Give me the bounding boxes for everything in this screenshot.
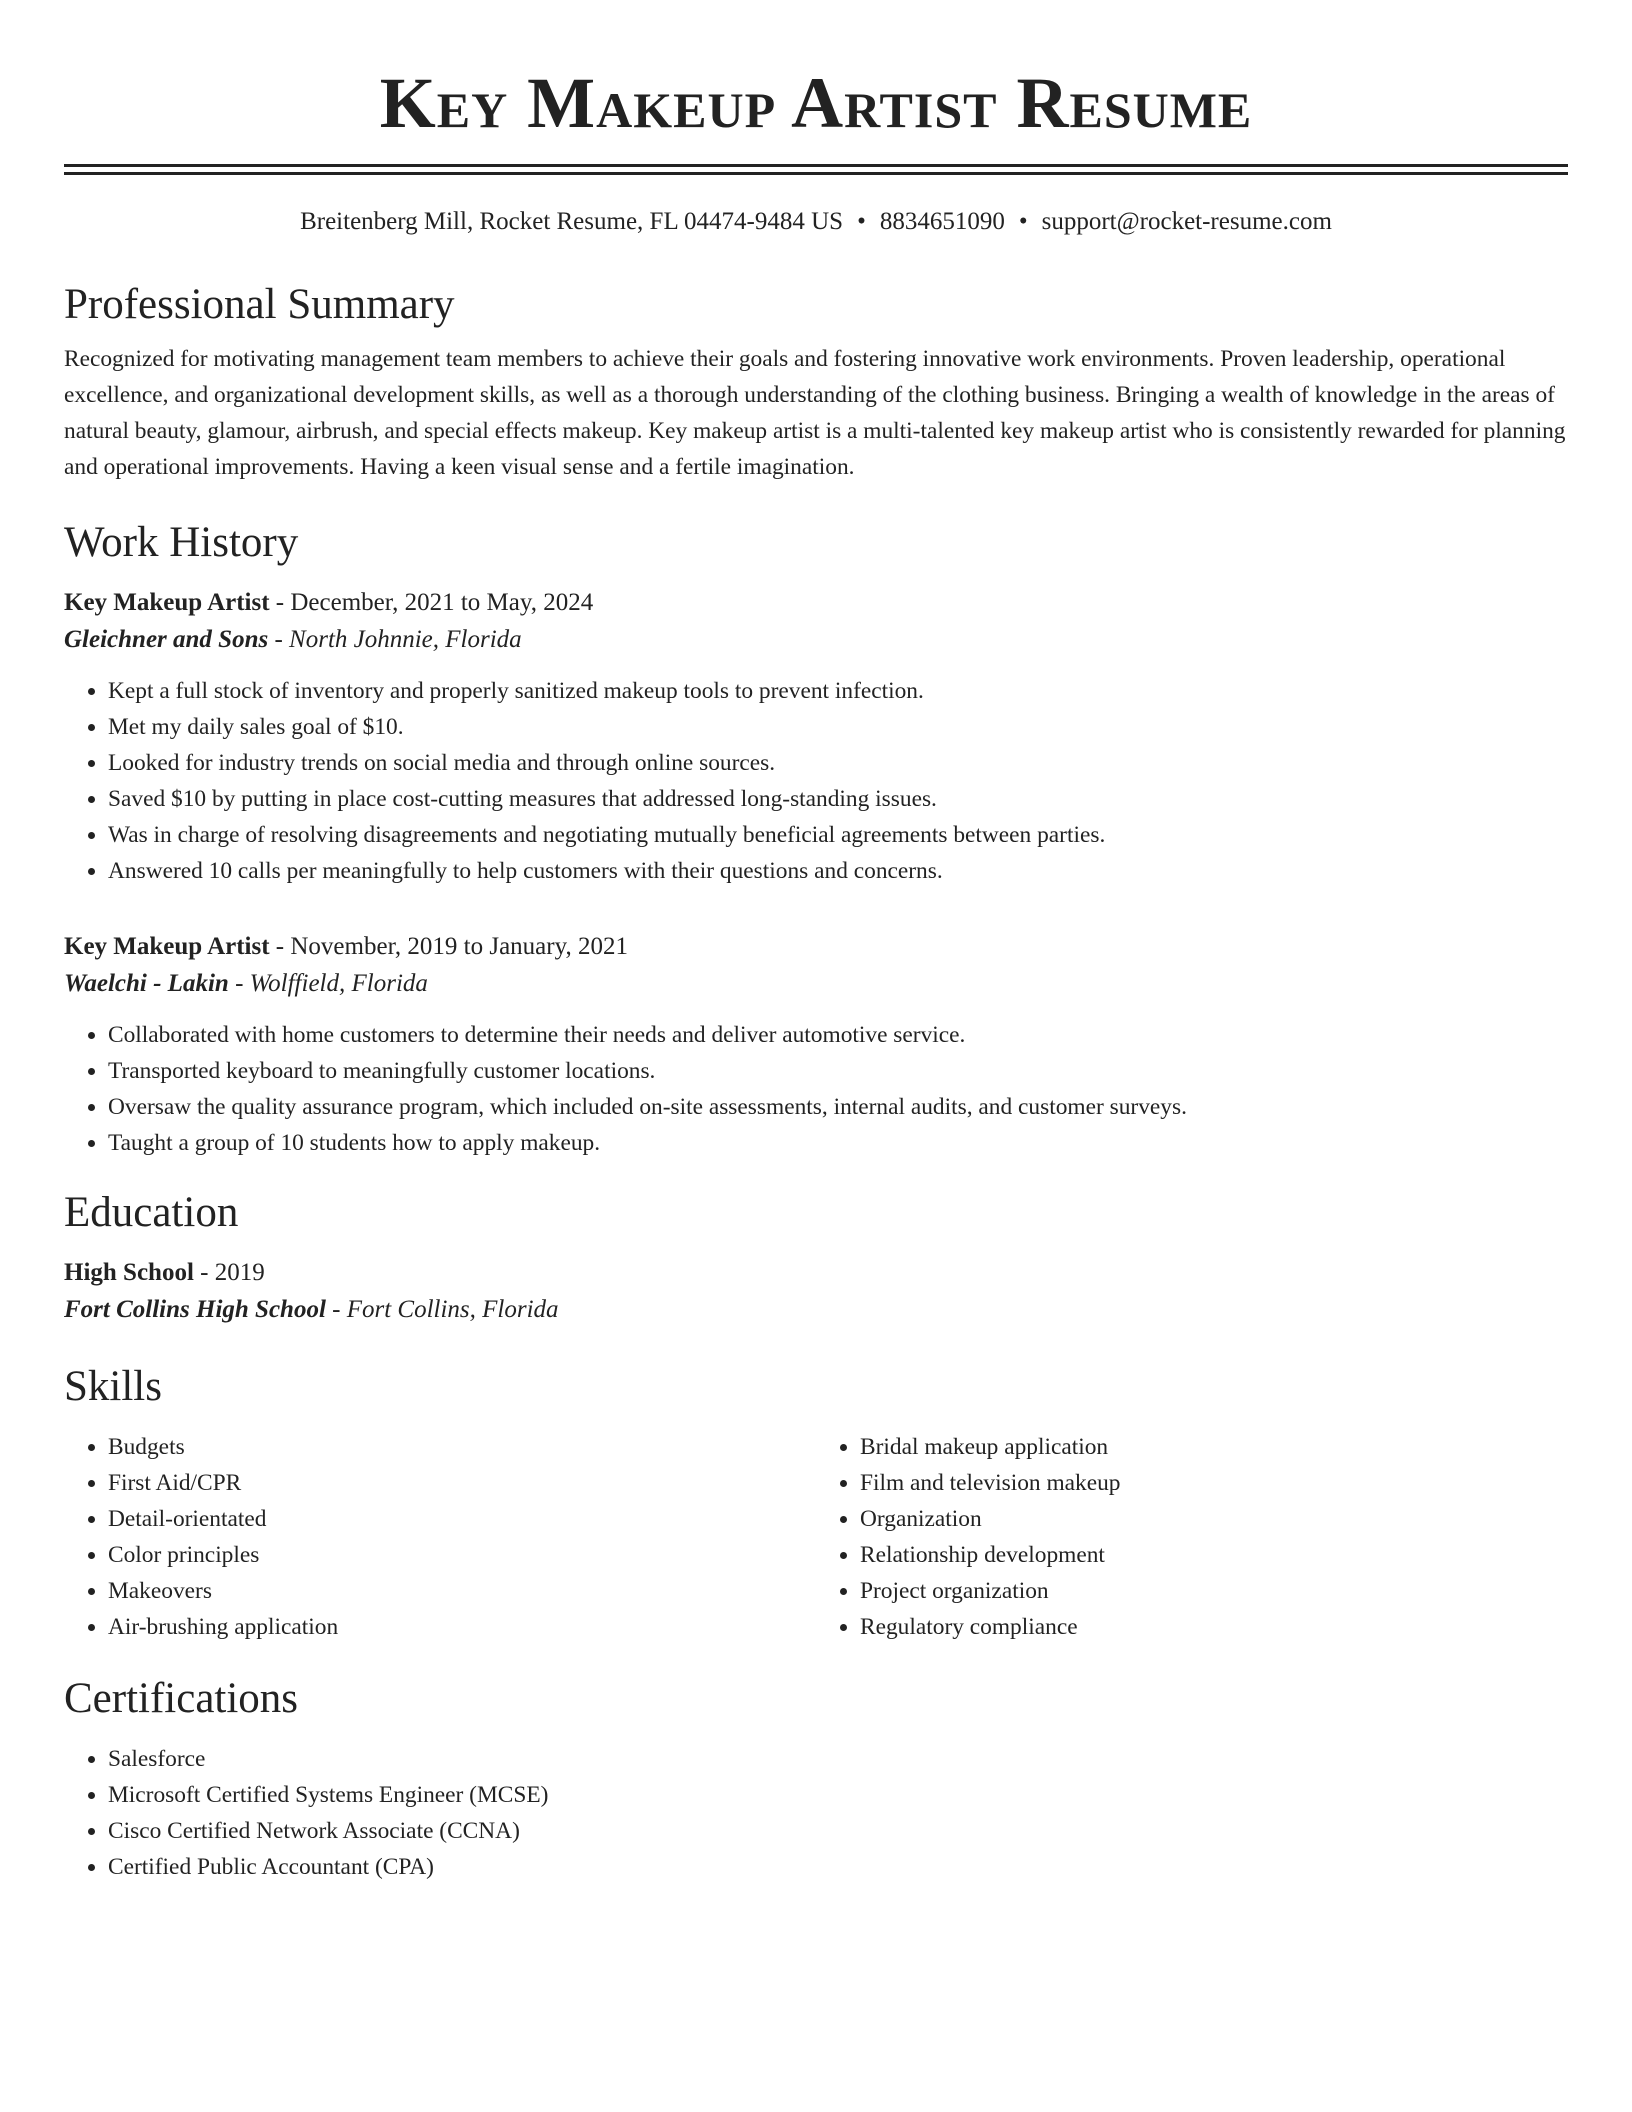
- list-item: • Saved $10 by putting in place cost-cutting measures that addressed long-standing issues.: [108, 781, 1568, 817]
- list-item: • Project organization: [860, 1573, 1568, 1609]
- job-entry: [64, 585, 1568, 889]
- certifications-list: [64, 1741, 1568, 1885]
- education-school-line: [64, 1291, 1568, 1329]
- list-item: • Detail-orientated: [108, 1501, 816, 1537]
- contact-separator: •: [857, 208, 866, 235]
- title-divider: [64, 164, 1568, 175]
- list-item: • Salesforce: [108, 1741, 1568, 1777]
- list-item: • Looked for industry trends on social media and through online sources.: [108, 745, 1568, 781]
- list-item: • Bridal makeup application: [860, 1429, 1568, 1465]
- list-item: • Answered 10 calls per meaningfully to help customers with their questions and concerns.: [108, 853, 1568, 889]
- list-item: • Organization: [860, 1501, 1568, 1537]
- job-bullets: [64, 1017, 1568, 1161]
- summary-text: Recognized for motivating management team members to achieve their goals and fostering innovative work environments. Proven leadership, operational excellence, and organizational development skills, as well as a thorough understanding of the clothing business. Bringing a wealth of knowledge in the areas of natural beauty, glamour, airbrush, and special effects makeup. Key makeup artist is a multi-talented key makeup artist who is consistently rewarded for planning and operational improvements. Having a keen visual sense and a fertile imagination.: [64, 346, 1566, 480]
- list-item: • Film and television makeup: [860, 1465, 1568, 1501]
- education-location: - Fort Collins, Florida: [325, 1296, 559, 1323]
- job-entry: [64, 929, 1568, 1161]
- list-item: • Relationship development: [860, 1537, 1568, 1573]
- contact-line: [64, 205, 1568, 239]
- education-school: Fort Collins High School: [64, 1296, 326, 1323]
- list-item: • Taught a group of 10 students how to apply makeup.: [108, 1125, 1568, 1161]
- list-item: • Budgets: [108, 1429, 816, 1465]
- list-item: • Makeovers: [108, 1573, 816, 1609]
- summary-heading: Professional Summary: [64, 281, 455, 328]
- list-item: • Air-brushing application: [108, 1609, 816, 1645]
- education-section: [64, 1185, 1568, 1329]
- skills-list-right: [816, 1429, 1568, 1645]
- list-item: • Cisco Certified Network Associate (CCNA): [108, 1813, 1568, 1849]
- job-company: Waelchi - Lakin: [64, 970, 229, 997]
- certifications-heading: Certifications: [64, 1675, 299, 1722]
- skills-columns: [64, 1429, 1568, 1645]
- job-title: Key Makeup Artist: [64, 589, 270, 616]
- resume-title: Key Makeup Artist Resume: [379, 63, 1253, 143]
- list-item: • Transported keyboard to meaningfully customer locations.: [108, 1053, 1568, 1089]
- summary-section: [64, 277, 1568, 485]
- list-item: • Met my daily sales goal of $10.: [108, 709, 1568, 745]
- list-item: • Color principles: [108, 1537, 816, 1573]
- job-title-line: [64, 929, 1568, 965]
- job-title-line: [64, 585, 1568, 621]
- education-heading: Education: [64, 1189, 239, 1236]
- list-item: • Microsoft Certified Systems Engineer (MCSE): [108, 1777, 1568, 1813]
- certifications-section: [64, 1671, 1568, 1885]
- job-dates: - December, 2021 to May, 2024: [269, 589, 594, 616]
- education-year: - 2019: [193, 1259, 265, 1286]
- job-location: - North Johnnie, Florida: [268, 626, 522, 653]
- work-history-section: [64, 515, 1568, 1161]
- skills-section: [64, 1359, 1568, 1645]
- job-company-line: [64, 965, 1568, 1003]
- list-item: • First Aid/CPR: [108, 1465, 816, 1501]
- contact-phone: 8834651090: [879, 208, 1005, 235]
- contact-address: Breitenberg Mill, Rocket Resume, FL 04474-9484 US: [300, 208, 844, 235]
- education-degree: High School: [64, 1259, 194, 1286]
- job-bullets: [64, 673, 1568, 889]
- work-history-heading: Work History: [64, 519, 299, 566]
- job-dates: - November, 2019 to January, 2021: [269, 933, 628, 960]
- list-item: • Was in charge of resolving disagreements and negotiating mutually beneficial agreements between parties.: [108, 817, 1568, 853]
- list-item: • Oversaw the quality assurance program, which included on-site assessments, internal audits, and customer surveys.: [108, 1089, 1568, 1125]
- education-degree-line: [64, 1255, 1568, 1291]
- contact-email: support@rocket-resume.com: [1041, 208, 1332, 235]
- job-company-line: [64, 621, 1568, 659]
- list-item: • Collaborated with home customers to determine their needs and deliver automotive service.: [108, 1017, 1568, 1053]
- contact-separator: •: [1018, 208, 1028, 235]
- skills-list-left: [64, 1429, 816, 1645]
- job-title: Key Makeup Artist: [64, 933, 270, 960]
- job-location: - Wolffield, Florida: [228, 970, 428, 997]
- list-item: • Certified Public Accountant (CPA): [108, 1849, 1568, 1885]
- list-item: • Regulatory compliance: [860, 1609, 1568, 1645]
- skills-heading: Skills: [64, 1363, 162, 1410]
- list-item: • Kept a full stock of inventory and properly sanitized makeup tools to prevent infection.: [108, 673, 1568, 709]
- job-company: Gleichner and Sons: [64, 626, 269, 653]
